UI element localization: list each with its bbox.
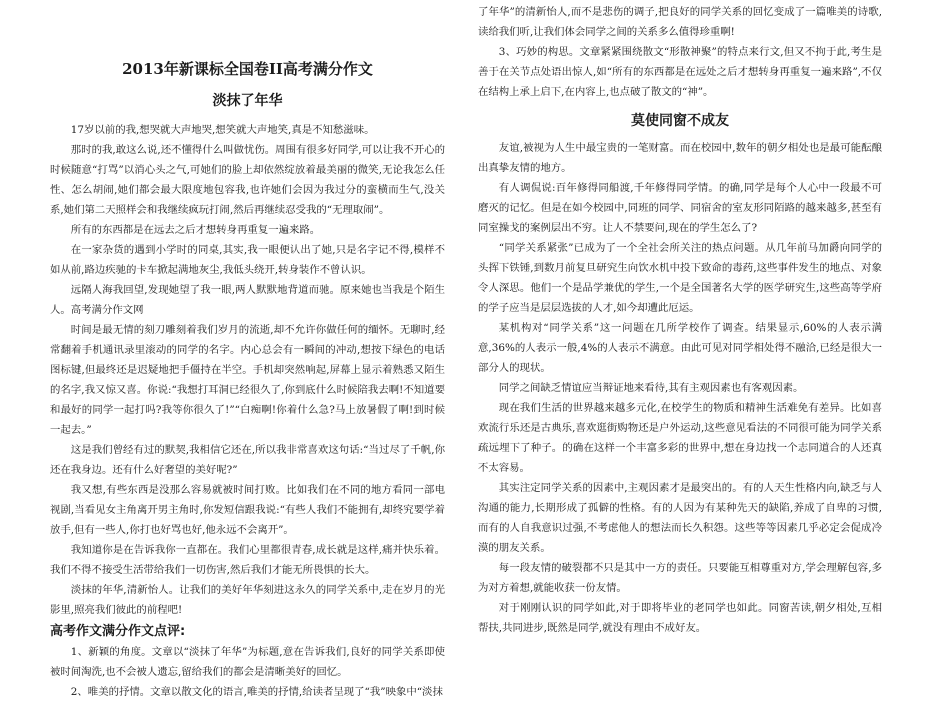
review-point: 2、唯美的抒情。文章以散文化的语言,唯美的抒情,给读者呈现了“我”映象中“淡抹 (70, 686, 443, 698)
essay2-paragraph: 有人调侃说:百年修得同船渡,千年修得同学情。的确,同学是每个人心中一段最不可磨灭的记忆。但是在如今校园中,同班的同学、同宿舍的室友形同陌路的越来越多,甚至有同室操戈的案例层出不穷。让人不禁要问,现在的学生怎么了? (478, 182, 882, 234)
essay2-paragraph: 同学之间缺乏情谊应当辩证地来看待,其有主观因素也有客观因素。 (498, 382, 804, 394)
right-column (478, 2, 882, 638)
essay2-paragraph: 某机构对“同学关系”这一问题在几所学校作了调查。结果显示,60%的人表示满意,36%的人表示一般,4%的人表示不满意。由此可见对同学相处得不融洽,已经是很大一部分人的现状。 (478, 322, 882, 374)
review-continuation: 了年华”的清新怡人,而不是悲伤的调子,把良好的同学关系的回忆变成了一篇唯美的诗歌,读给我们听,让我们体会同学之间的关系多么值得珍重啊! (478, 6, 882, 38)
essay1-paragraph: 我知道你是在告诉我你一直都在。我们心里都很青春,成长就是这样,痛并快乐着。我们不得不接受生活带给我们一切伤害,然后我们才能无所畏惧的长大。 (50, 544, 445, 576)
essay2-paragraph: 每一段友情的破裂都不只是其中一方的责任。只要能互相尊重对方,学会理解包容,多为对方着想,就能收获一份友情。 (478, 562, 882, 594)
essay2-paragraph: 其实注定同学关系的因素中,主观因素才是最突出的。有的人天生性格内向,缺乏与人沟通的能力,长期形成了孤僻的性格。有的人因为有某种先天的缺陷,养成了自卑的习惯,而有的人自我意识过强,不考虑他人的想法而长久积怨。这些等等因素几乎必定会促成冷漠的朋友关系。 (478, 482, 882, 554)
essay2-paragraph: 友谊,被视为人生中最宝贵的一笔财富。而在校园中,数年的朝夕相处也是最可能酝酿出真挚友情的地方。 (478, 142, 882, 174)
essay1-paragraph: 时间是最无情的刻刀雕刻着我们岁月的流逝,却不允许你做任何的缅怀。无聊时,经常翻着手机通讯录里滚动的同学的名字。内心总会有一瞬间的冲动,想按下绿色的电话图标键,但最终还是迟疑地把手僵持在半空。手机却突然响起,屏幕上显示着熟悉又陌生的名字,我又惊又喜。你说:“我想打耳洞已经很久了,你到底什么时候陪我去啊!不知道要和最好的同学一起打吗?我等你很久了!”“白痴啊!你着什么急?马上放暑假了啊!到时候一起去。” (50, 324, 445, 436)
essay1-paragraph: 这是我们曾经有过的默契,我相信它还在,所以我非常喜欢这句话:“当过尽了千帆,你还在我身边。还有什么好奢望的美好呢?” (50, 444, 445, 476)
review-heading: 高考作文满分作文点评: (50, 624, 186, 639)
review-point: 1、新颖的角度。文章以“淡抹了年华”为标题,意在告诉我们,良好的同学关系即使被时间淘洗,也不会被人遗忘,留给我们的都会是清晰美好的回忆。 (50, 646, 445, 678)
essay1-paragraph: 我又想,有些东西是没那么容易就被时间打败。比如我们在不同的地方看同一部电视剧,当看见女主角离开男主角时,你发短信跟我说:“有些人我们不能拥有,却终究要学着放手,但有一些人,你打也好骂也好,他永远不会离开”。 (50, 484, 445, 536)
essay1-title: 淡抹了年华 (212, 93, 283, 109)
essay1-paragraph: 17岁以前的我,想哭就大声地哭,想笑就大声地笑,真是不知愁滋味。 (70, 124, 375, 136)
essay1-paragraph: 在一家杂货的遇到小学时的同桌,其实,我一眼便认出了她,只是名字记不得,模样不如从前,路边疾驰的卡车掀起满地灰尘,我低头绕开,转身装作不曾认识。 (50, 244, 445, 276)
essay2-paragraph: 对于刚刚认识的同学如此,对于即将毕业的老同学也如此。同窗苦读,朝夕相处,互相帮扶,共同进步,既然是同学,就没有理由不成好友。 (478, 602, 882, 634)
document-title: 2013年新课标全国卷II高考满分作文 (122, 60, 373, 78)
review-point: 3、巧妙的构思。文章紧紧围绕散文“形散神聚”的特点来行文,但又不拘于此,考生是善于在关节点处语出惊人,如“所有的东西都是在远处之后才想转身再重复一遍来路”,不仅在结构上承上启下,在内容上,也点破了散文的“神”。 (478, 46, 882, 98)
essay2-title: 莫使同窗不成友 (631, 113, 729, 129)
left-column (50, 0, 445, 702)
essay2-paragraph: 现在我们生活的世界越来越多元化,在校学生的物质和精神生活难免有差异。比如喜欢流行乐还是古典乐,喜欢逛街购物还是户外运动,这些意见看法的不同很可能为同学关系疏远埋下了种子。的确在这样一个丰富多彩的世界中,想在身边找一个志同道合的人还真不太容易。 (478, 402, 882, 474)
essay1-paragraph: 淡抹的年华,清新怡人。让我们的美好年华刻进这永久的同学关系中,走在岁月的光影里,照亮我们彼此的前程吧! (50, 584, 445, 616)
essay1-paragraph: 那时的我,敢这么说,还不懂得什么叫做忧伤。周围有很多好同学,可以让我不开心的时候随意“打骂”以消心头之气,可她们的脸上却依然绽放着最美丽的微笑,无论我怎么任性、怎么胡闹,她们都会最大限度地包容我,也许她们会因为我过分的蛮横而生气,没关系,她们第二天照样会和我继续疯玩打闹,然后再继续忍受我的“无理取闹”。 (50, 144, 445, 216)
essay1-paragraph: 所有的东西都是在远去之后才想转身再重复一遍来路。 (70, 224, 321, 236)
essay2-paragraph: “同学关系紧张”已成为了一个全社会所关注的热点问题。从几年前马加爵向同学的头挥下铁锤,到数月前复旦研究生向饮水机中投下致命的毒药,这些事件发生的地点、对象令人深思。他们一个是品学兼优的学生,一个是全国著名大学的医学研究生,这些高等学府的学子应当是层层选拔的人才,如今却遭此厄运。 (478, 242, 882, 314)
essay1-paragraph: 远隔人海我回望,发现她望了我一眼,两人默默地背道而驰。原来她也当我是个陌生人。高考满分作文网 (50, 284, 445, 316)
